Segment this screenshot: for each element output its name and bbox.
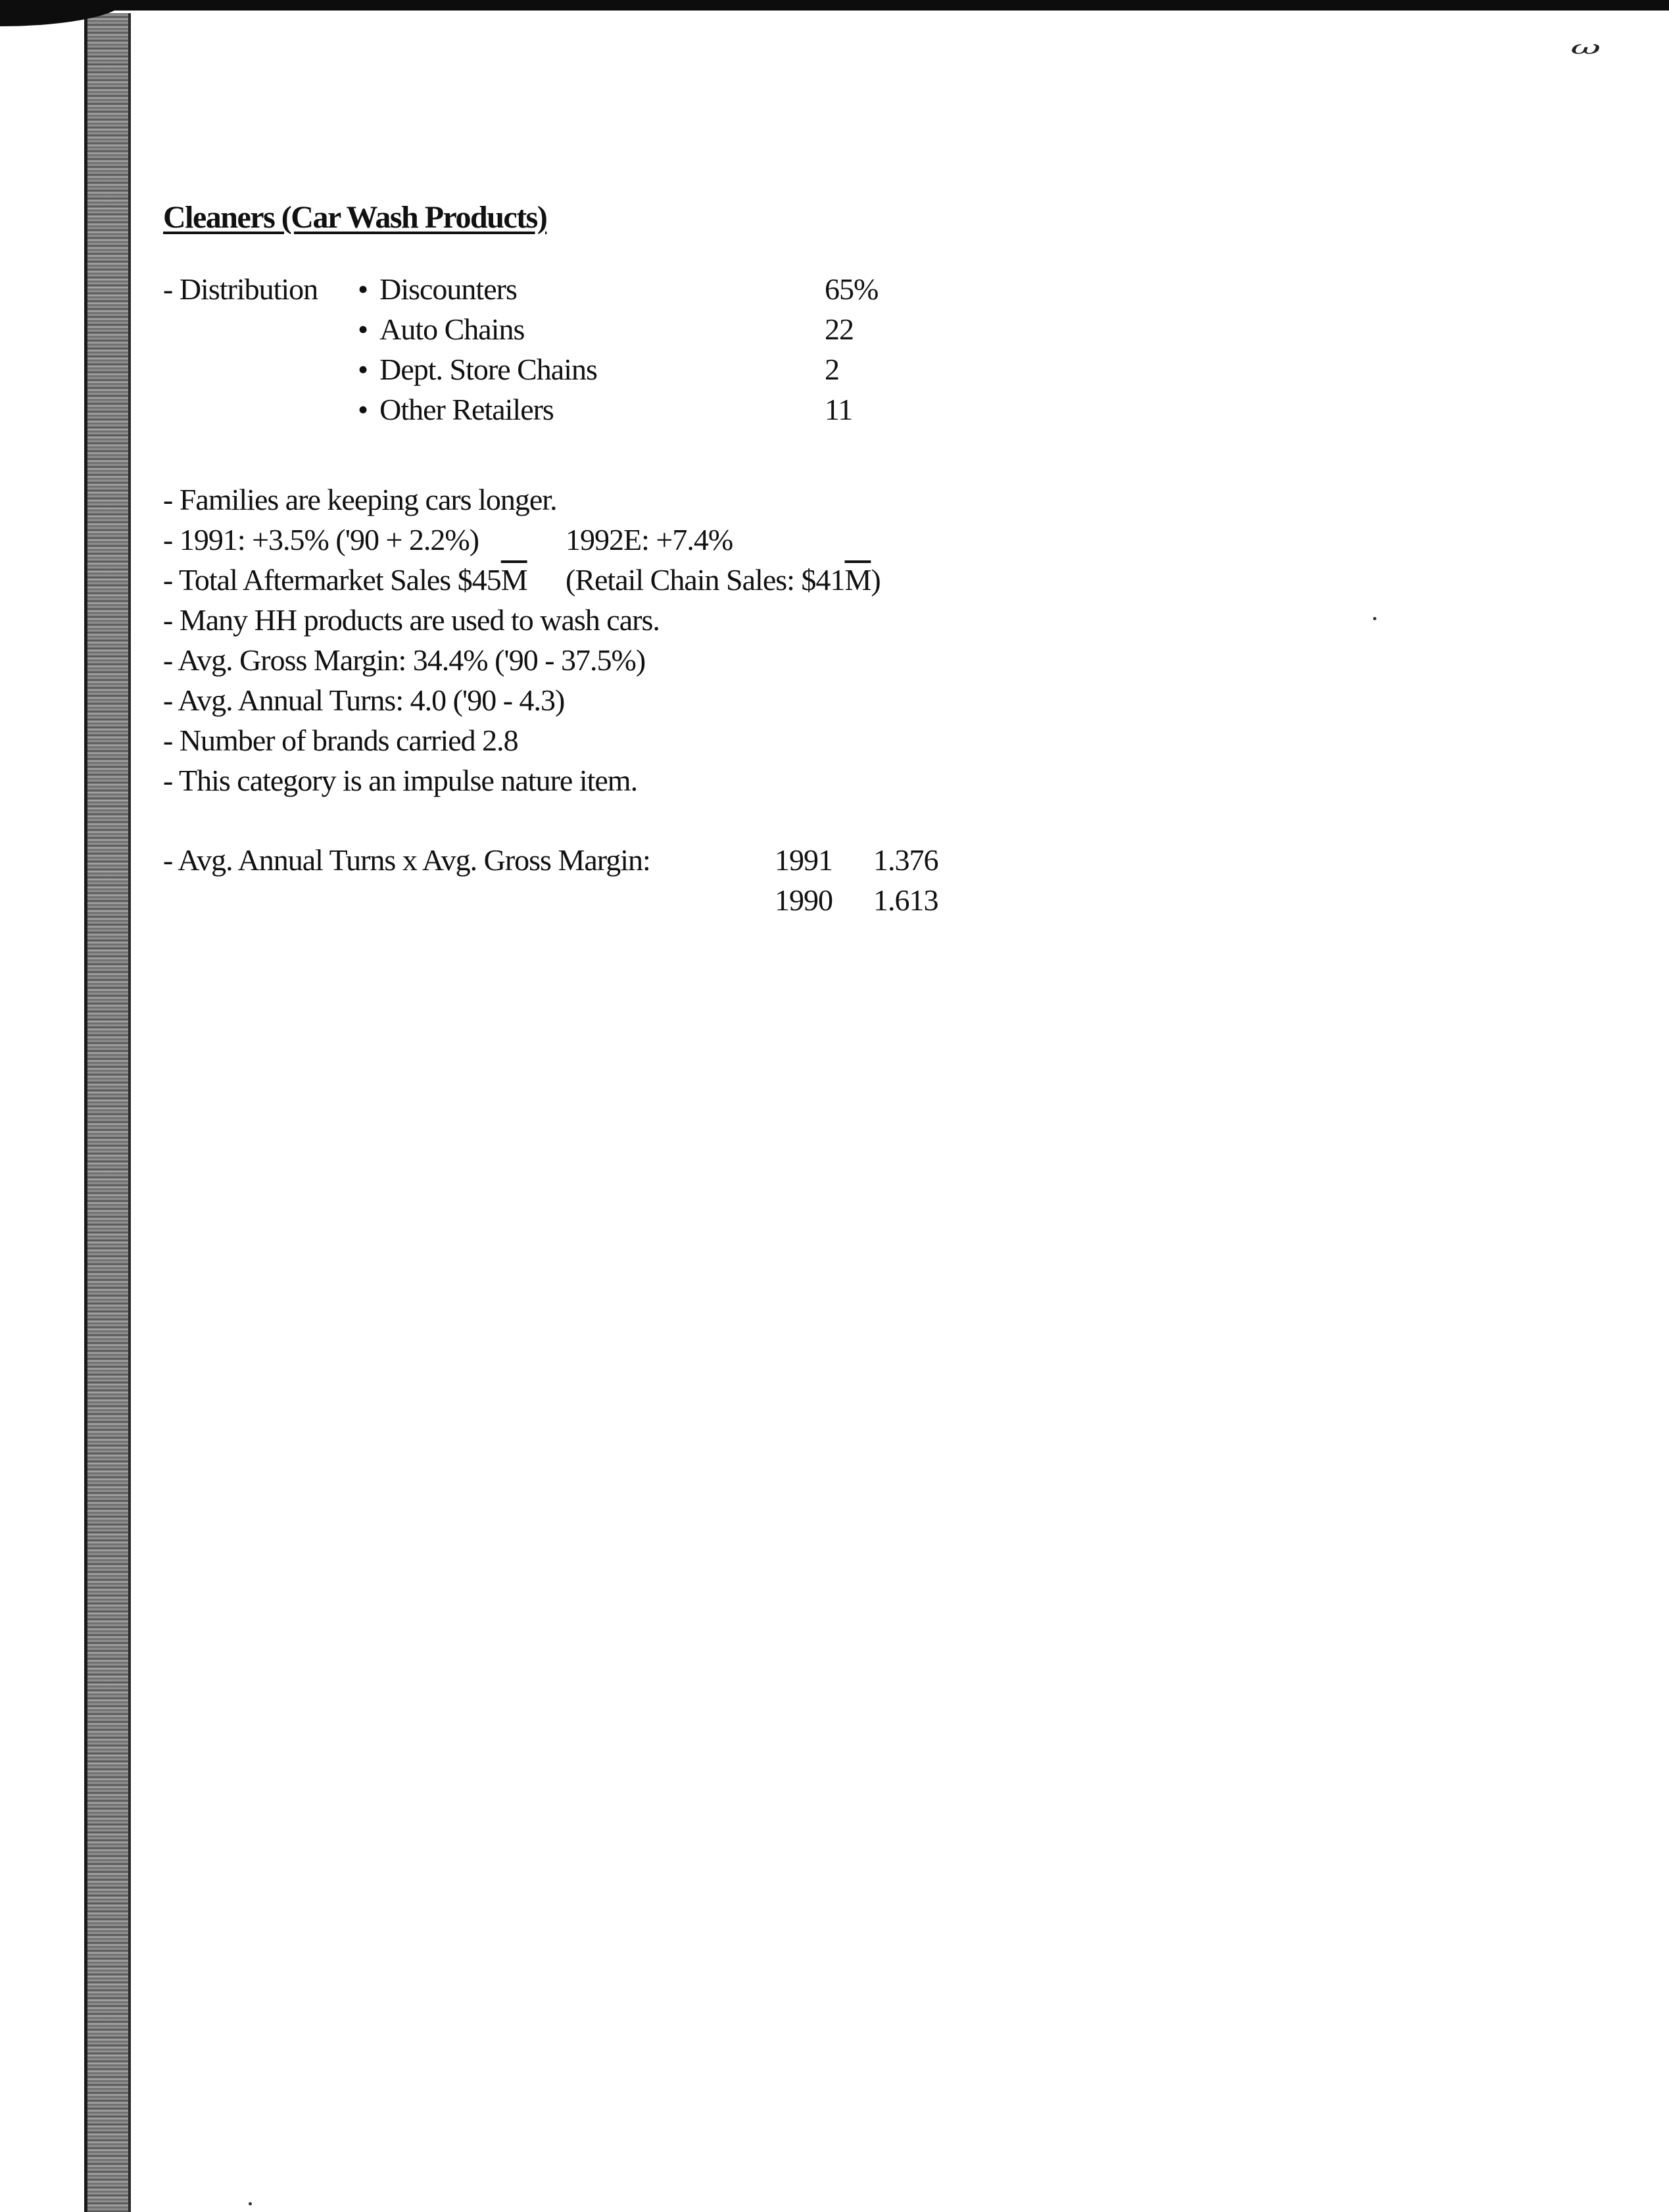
distribution-channel: • Other Retailers — [358, 389, 554, 430]
aftermarket-sales-text: Total Aftermarket Sales $45 — [179, 563, 501, 597]
distribution-share: 65% — [825, 272, 879, 306]
section-title: Cleaners (Car Wash Products) — [163, 200, 547, 235]
distribution-section — [163, 269, 1478, 430]
scan-top-edge — [0, 0, 1669, 11]
retail-chain-sales-unit: $\overline{M}$ — [844, 563, 871, 597]
page-left-margin — [0, 0, 84, 2212]
note-gross-margin — [163, 640, 1478, 680]
note-hh-products — [163, 600, 1478, 640]
turns-margin-value: 1.376 — [873, 843, 938, 877]
notes-list — [163, 479, 1478, 800]
growth-1991-text: 1991: +3.5% ('90 + 2.2%) — [179, 523, 479, 556]
scan-speck — [249, 2202, 252, 2205]
retail-chain-sales — [566, 560, 881, 600]
note-brands — [163, 720, 1478, 760]
note-text: Number of brands carried 2.8 — [179, 724, 518, 757]
distribution-label: - Distribution — [163, 272, 318, 306]
page-binding-edge — [84, 13, 131, 2212]
note-text: This category is an impulse nature item. — [179, 764, 638, 797]
turns-margin-label: - Avg. Annual Turns x Avg. Gross Margin: — [163, 843, 650, 877]
note-text: Many HH products are used to wash cars. — [179, 603, 660, 637]
distribution-channel: • Auto Chains — [358, 309, 524, 349]
document-body — [163, 197, 1478, 920]
distribution-share: 22 — [825, 312, 854, 346]
aftermarket-sales-unit: $\overline{M}$ — [500, 563, 527, 597]
turns-margin-year: 1990 — [775, 883, 833, 917]
note-aftermarket-sales — [163, 560, 1478, 600]
note-families — [163, 479, 1478, 520]
distribution-channel: • Dept. Store Chains — [358, 349, 597, 389]
turns-margin-year: 1991 — [775, 843, 833, 877]
turns-margin-value: 1.613 — [873, 883, 938, 917]
note-annual-turns — [163, 680, 1478, 720]
handwritten-page-mark: ω — [1570, 37, 1597, 59]
distribution-share: 11 — [825, 393, 853, 426]
retail-chain-sales-text: (Retail Chain Sales: $41 — [566, 563, 845, 597]
growth-1992-text: 1992E: +7.4% — [566, 523, 733, 556]
turns-margin-section — [163, 840, 1478, 920]
retail-chain-sales-close: ) — [871, 563, 881, 597]
note-text: Avg. Gross Margin: 34.4% ('90 - 37.5%) — [178, 643, 646, 677]
note-text: Families are keeping cars longer. — [179, 483, 557, 516]
note-growth — [163, 520, 1478, 560]
distribution-channel: • Discounters — [358, 269, 517, 309]
note-text: Avg. Annual Turns: 4.0 ('90 - 4.3) — [178, 683, 565, 717]
distribution-share: 2 — [825, 353, 839, 386]
note-impulse — [163, 760, 1478, 800]
